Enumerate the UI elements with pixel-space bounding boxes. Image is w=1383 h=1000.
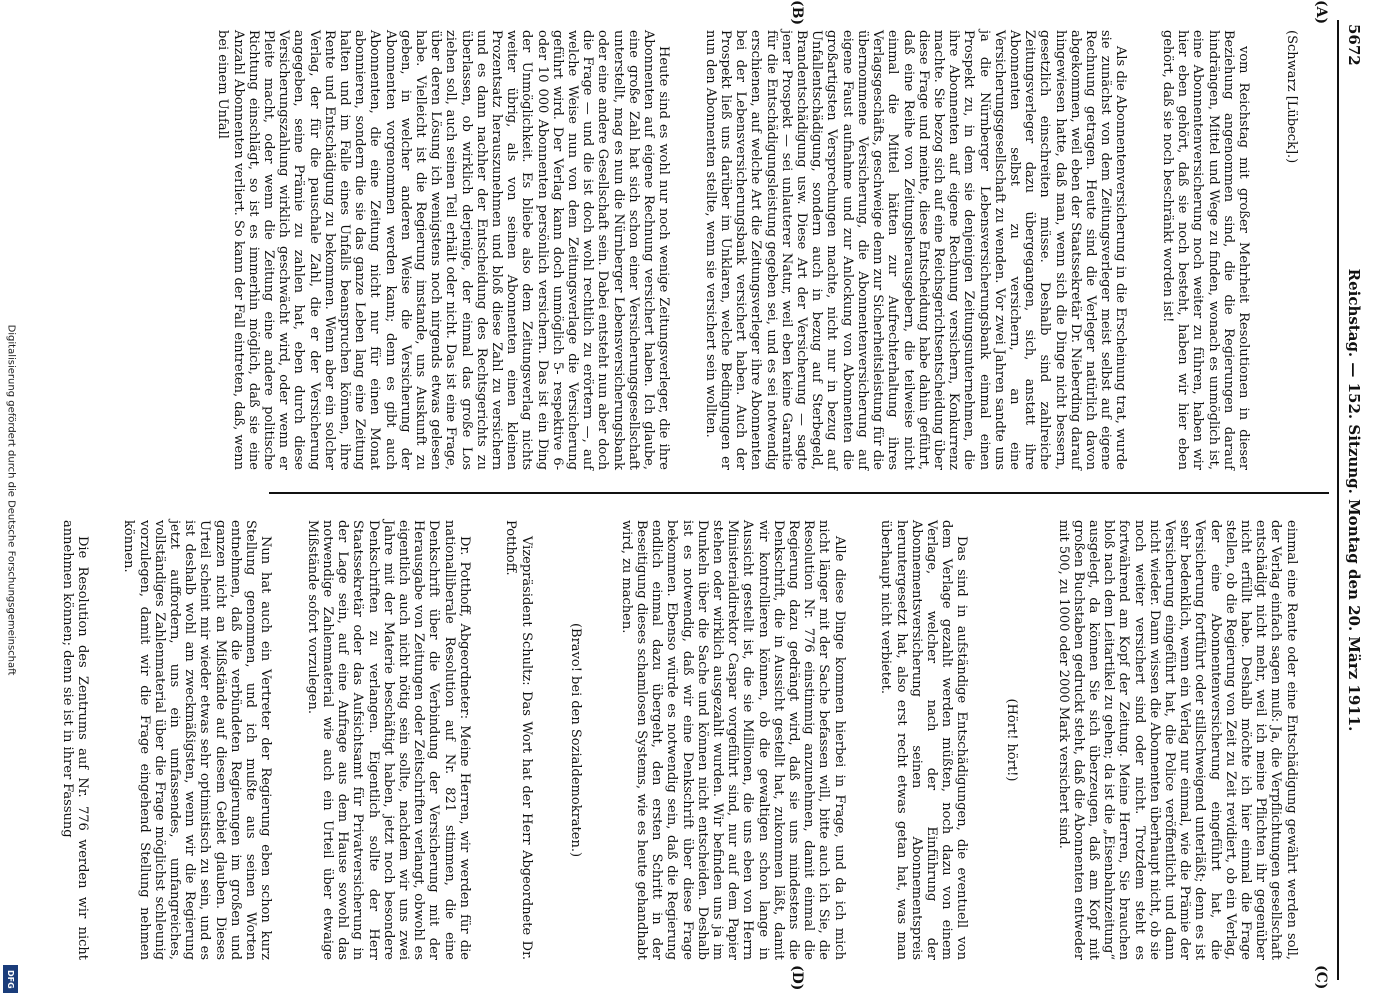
speaker-note: (Schwarz [Lübeck].): [1283, 30, 1299, 164]
paragraph: vom Reichstag mit großer Mehrheit Resolutionen in dieser Beziehung angenommen sind, die die Regierungen darauf hindrängen, Mittel und Wege zu finden, wonach es unmöglich ist, eine Abonnentenversicherung noch weiter zu führen, haben wir hier eben gehört, daß sie noch besteht, haben wir hier eben gehört, daß sie noch beschränkt worden ist!: [1159, 30, 1251, 475]
right-text-column: [28, 520, 1329, 965]
speaker-change: Vizepräsident Schultz: Das Wort hat der Herr Abgeordnete Dr. Potthoff.: [503, 520, 534, 965]
header-rule: [1337, 20, 1339, 980]
rotated-document-page: [59, 0, 1365, 991]
page-number: 5672: [1345, 24, 1363, 66]
running-title: Reichstag. — 152. Sitzung. Montag den 20. März 1911.: [1345, 268, 1363, 732]
paragraph: Als die Abonnentenversicherung in die Erscheinung trat, wurde sie zunächst von dem Zeitungsverleger meist selbst auf eigene Rechnung getragen. Heute sind die Verleger natürlich davon abgekommen, weil eben der Staatssekretär Dr. Nieberding darauf hingewiesen hatte, daß man, wenn sich die Dinge nicht bessern, gesetzlich einschreiten müsse. Deshalb sind zahlreiche Zeitungsverleger dazu übergegangen, sich, anstatt ihre Abonnenten selbst zu versichern, an eine Versicherungsgesellschaft zu wenden. Vor zwei Jahren sandte uns ja die Nürnberger Lebensversicherungsbank einmal einen Prospekt zu, in dem sie denjenigen Zeitungsunternehmen, die ihre Abonnenten auf eigene Rechnung versichern, Konkurrenz machte. Sie bezog sich auf eine Reichsgerichtsentscheidung über diese Frage und meinte, diese Entscheidung habe dahin geführt, daß eine Reihe von Zeitungsherausgebern, die teilweise nicht einmal die Mittel hätten zur Aufrechterhaltung ihres Verlagsgeschäfts, geschweige denn zur Sicherheitsleistung für die übernommene Versicherung, die Abonnentenversicherung auf eigene Faust aufnahme und zur Anlockung von Abonnenten die großartigsten Versprechungen machte, nicht nur in bezug auf Unfallentschädigung, sondern auch in bezug auf Sterbegeld, Brandentschädigung usw. Diese Art der Versicherung — sagte jener Prospekt — sei unlauterer Natur, weil eben keine Garantie für die Entschädigungsleistung gegeben sei, und es sei notwendig erschienen, auf welche Art die Zeitungsverleger ihre Abonnenten bei der Lebensversicherungsbank versichert haben. Auch der Prospekt ließ uns darüber im Unklaren, welche Bedingungen er nun den Abonnenten stellte, wenn sie versichert sein wollten.: [702, 30, 1129, 475]
left-text-column: [184, 30, 1329, 475]
page-header: [1339, 20, 1365, 980]
interjection: (Bravo! bei den Sozialdemokraten.): [568, 622, 584, 858]
paragraph: Nun hat auch ein Vertreter der Regierung eben schon kurz Stellung genommen, und ich mußte aus seinen Worten entnehmen, daß die verbündeten Regierungen im großen und ganzen nicht an Mißstände auf diesem Gebiet glauben. Dieses Urteil scheint mir wieder etwas sehr optimistisch zu sein, und es ist deshalb wohl am zweckmäßigsten, wenn wir die Regierung jetzt auffordern, uns ein umfassendes, umfangreiches, vollständiges Zahlenmaterial über die Frage möglichst schleunig vorzulegen, damit wir die Frage eingehend Stellung nehmen können.: [121, 520, 274, 965]
digitization-credit-sidebar: [0, 0, 22, 1000]
paragraph: Die Resolution des Zentrums auf Nr. 776 werden wir nicht annehmen können; denn sie ist in ihrer Fassung: [59, 520, 90, 965]
interjection: (Hört! hört!): [1003, 698, 1019, 782]
margin-marker-b: (B): [789, 0, 805, 26]
column-divider: [269, 492, 1329, 494]
dfg-logo: DFG: [3, 965, 18, 993]
dfg-credit-text: Digitalisierung gefördert durch die Deutsche Forschungsgemeinschaft: [5, 324, 17, 676]
paragraph: Heute sind es wohl nur noch wenige Zeitungsverleger, die ihre Abonnenten auf eigene Rechnung versichert haben. Ich glaube, eine große Zahl hat sich schon einer Versicherungsgesellschaft unterstellt, mag es nun die Nürnberger Lebensversicherungsbank oder eine andere Gesellschaft sein. Dabei entsteht nun aber doch die Frage — und die ist doch wohl rechtlich zu erörtern —, auf welche Weise nun von dem Zeitungsverlage die Versicherung geführt wird. Der Verlag kann doch unmöglich 5- respektive 6- oder 10 000 Abonnenten persönlich versichern. Das ist ein Ding der Unmöglichkeit. Es bliebe also dem Zeitungsverlag nichts weiter übrig, als von seinen Abonnenten einen kleinen Prozentsatz herauszunehmen und bloß diese Zahl zu versichern und es dann nachher der Entscheidung des Rechtsgerichts zu überlassen, ob wirklich derjenige, der einmal das große Los ziehen soll, auch seinen Teil erhält oder nicht. Das ist eine Frage, über deren Lösung ich wenigstens noch nirgends etwas gelesen habe. Vielleicht ist die Regierung imstande, uns Auskunft zu geben, in welcher anderen Weise die Versicherung der Abonnenten vorgenommen werden kann; denn es gibt auch Abonnenten, die eine Zeitung nicht nur für einen Monat abonnieren, sondern die sie das ganze Leben lang eine Zeitung halten und im Falle eines Unfalls beanspruchen können, ihre Rente und Entschädigung zu bekommen. Wenn aber ein solcher Verlag, der für die pauschale Zahl, die er der Versicherung angegeben, seine Prämie zu zahlen hat, eben durch diese Versicherungszahlung wirklich geschwächt wird, oder wenn er Pleite macht, oder wenn die Zeitung eine andere politische Richtung einschlägt, so ist es immerhin möglich, daß sie eine Anzahl Abonnenten verliert. So kann der Fall eintreten, daß, wenn bei einem Unfall: [215, 30, 672, 475]
paragraph: Das sind in aufständige Entschädigungen, die eventuell von dem Verlage gezahlt werden müßten, noch dazu von einem Verlage, welcher nach der Einführung der Abonnementsversicherung seinen Abonnementspreis heruntergesetzt hat, also erst recht etwas getan hat, was man überhaupt nicht verbietet.: [878, 520, 970, 965]
paragraph: einmal eine Rente oder eine Entschädigung gewährt werden soll, der Verlag einfach sagen muß: Ja, die Verpflichtungen gesellschaft entschädigt nicht mehr, weil ich meine Pflichten ihr gegenüber nicht erfüllt habe. Deshalb möchte ich hier einmal die Frage stellen, ob die Regierung von Zeit zu Zeit revidiert, ob ein Verlag, der eine Abonnentenversicherung eingeführt hat, die Versicherung fortführt oder stillschweigend unterläßt; denn es ist sehr bedenklich, wenn ein Verlag nur einmal, wie die Prämie der Versicherung eingeführt hat, die Police veröffentlicht und dann nicht wieder. Dann wissen die Abonnenten überhaupt nicht, ob sie noch weiter versichert sind oder nicht. Trotzdem steht es fortwährend am Kopf der Zeitung. Meine Herren, Sie brauchen bloß nach dem Leitartikel zu gehen; da ist die „Eisenbahnzeitung“ ausgelegt, da können Sie sich überzeugen, daß am Kopf mit großen Buchstaben gedruckt steht, daß die Abonnenten entweder mit 500, zu 1000 oder 2000 Mark versichert sind.: [1055, 520, 1299, 965]
paragraph: Dr. Potthoff, Abgeordneter: Meine Herren, wir werden für die nationalliberale Resolution auf Nr. 821 stimmen, die eine Denkschrift über die Verbindung der Versicherung mit der Herausgabe von Zeitungen oder Zeitschriften verlangt, obwohl es eigentlich auch nicht nötig sein sollte, nachdem wir uns zwei Jahre mit der Materie beschäftigt haben, jetzt noch besondere Denkschriften zu verlangen. Eigentlich sollte der Herr Staatssekretär oder das Aufsichtsamt für Privatversicherung in der Lage sein, auf eine Anfrage aus dem Hause sowohl das notwendige Zahlenmaterial wie auch ein Urteil über etwaige Mißstände sofort vorzulegen.: [304, 520, 472, 965]
margin-marker-d: (D): [789, 965, 805, 991]
margin-marker-c: (C): [1313, 965, 1329, 990]
paragraph: Alle diese Dinge kommen hierbei in Frage, und da ich mich nicht länger mit der Sache befassen will, bitte auch ich Sie, die Resolution Nr. 776 einstimmig anzunehmen, damit einmal die Regierung dazu gedrängt wird, daß sie uns mindestens die Denkschrift, die in Aussicht gestellt hat, zukommen läßt, damit wir kontrollieren können, ob die gewaltigen schon lange in Aussicht gestellt ist, die sie Millionen, die uns eben von Herrn Ministerialdirektor Caspar vorgeführt sind, nur auf dem Papier stehen oder wirklich ausgezahlt wurden. Wir befinden uns ja im Dunkeln über die Sache und können nicht entscheiden. Deshalb ist es notwendig, daß wir eine Denkschrift über diese Frage bekommen. Ebenso würde es notwendig sein, daß die Regierung endlich einmal dazu übergeht, den ersten Schritt in der Beseitigung dieses schamlosen Systems, wie es heute gehandhabt wird, zu machen.: [618, 520, 847, 965]
margin-marker-a: (A): [1313, 0, 1329, 25]
